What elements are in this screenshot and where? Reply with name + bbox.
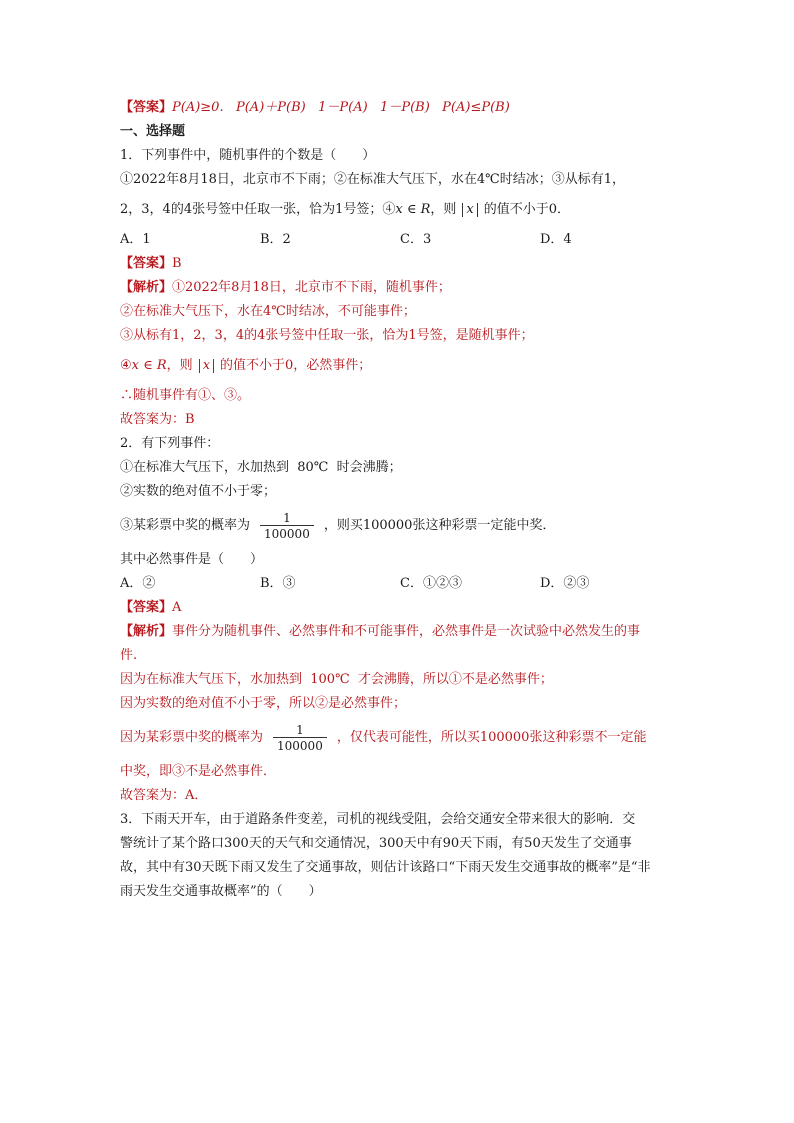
q3-line4: 雨天发生交通事故概率”的（ ）	[120, 884, 322, 899]
q2-answer	[120, 596, 680, 620]
q1-line2	[120, 192, 680, 228]
abs-value-x-analysis: x	[199, 359, 214, 373]
q3-line2: 警统计了某个路口300天的天气和交通情况，300天中有90天下雨，有50天发生了交通事	[120, 836, 632, 851]
answer-line-top	[120, 96, 680, 120]
q2-analysis-1-text: 事件分为随机事件、必然事件和不可能事件，必然事件是一次试验中必然发生的事	[172, 624, 641, 639]
q1-analysis-tag: 【解析】	[120, 280, 173, 295]
q1-analysis-4-c: 的值不小于0，必然事件；	[220, 358, 372, 373]
q1-line2-math: x ∈ R	[395, 202, 431, 217]
q2-option-b: B．③	[260, 576, 296, 591]
answer-formula: P(A)≥0. P(A)＋P(B) 1－P(A) 1－P(B) P(A)≤P(B)	[172, 100, 510, 115]
q2-analysis-3: 因为实数的绝对值不小于零，所以②是必然事件；	[120, 696, 407, 711]
q3-line3: 故，其中有30天既下雨又发生了交通事故，则估计该路口“下雨天发生交通事故的概率”是“非	[120, 860, 651, 875]
q1-stem: 1．下列事件中，随机事件的个数是（ ）	[120, 148, 376, 163]
q1-line2-text-b: ，则	[430, 202, 457, 217]
q1-answer-value: B	[172, 256, 182, 271]
document-content	[120, 96, 680, 904]
q2-final: 故答案为：A．	[120, 788, 208, 803]
q2-stem: 2．有下列事件：	[120, 436, 220, 451]
fraction-denominator: 100000	[260, 525, 314, 541]
q1-analysis-4-a: ④	[120, 358, 132, 373]
q3-line1: 3．下雨天开车，由于道路条件变差，司机的视线受阻，会给交通安全带来很大的影响．交	[120, 812, 636, 827]
q1-option-c: C．3	[400, 232, 432, 247]
q2-analysis-tag: 【解析】	[120, 624, 173, 639]
abs-value-x: x	[462, 203, 477, 217]
q2-answer-tag: 【答案】	[120, 600, 173, 615]
q1-line2-text-c: 的值不小于0．	[483, 202, 571, 217]
q2-item1: ①在标准大气压下，水加热到 80℃ 时会沸腾；	[120, 460, 402, 475]
q2-analysis-1b: 件.	[120, 648, 138, 663]
q1-analysis-4-math: x ∈ R	[131, 358, 167, 373]
answer-tag: 【答案】	[120, 100, 173, 115]
q2-item3	[120, 504, 680, 548]
q2-analysis-2: 因为在标准大气压下，水加热到 100℃ 才会沸腾，所以①不是必然事件；	[120, 672, 553, 687]
q2-option-c: C．①②③	[400, 576, 462, 591]
q1-analysis-4	[120, 348, 680, 384]
fraction-denominator-analysis: 100000	[273, 737, 327, 753]
q1-answer	[120, 252, 680, 276]
q1-analysis-4-b: ，则	[166, 358, 193, 373]
q1-option-b: B．2	[260, 232, 291, 247]
q2-analysis-5: 中奖，即③不是必然事件．	[120, 764, 277, 779]
q1-final: 故答案为：B	[120, 412, 195, 427]
fraction-numerator-analysis: 1	[296, 722, 304, 737]
q2-item3-b: ，则买100000张这种彩票一定能中奖．	[323, 518, 556, 533]
fraction-1-over-100000	[260, 511, 314, 541]
q1-analysis-5: ∴随机事件有①、③。	[120, 388, 251, 403]
q1-option-d: D．4	[540, 232, 572, 247]
q1-analysis-2: ②在标准大气压下，水在4℃时结冰，不可能事件；	[120, 304, 416, 319]
q2-item2: ②实数的绝对值不小于零；	[120, 484, 277, 499]
q1-option-a: A．1	[120, 232, 151, 247]
q2-question: 其中必然事件是（ ）	[120, 552, 264, 567]
q2-analysis-4	[120, 716, 680, 760]
q1-line2-text-a: 2，3，4的4张号签中任取一张，恰为1号签；④	[120, 202, 396, 217]
fraction-numerator: 1	[283, 510, 291, 525]
q2-analysis-1	[120, 620, 680, 644]
q1-analysis-3: ③从标有1，2，3，4的4张号签中任取一张，恰为1号签，是随机事件；	[120, 328, 534, 343]
q2-options	[120, 572, 680, 596]
fraction-1-over-100000-analysis	[273, 723, 327, 753]
q1-analysis-1	[120, 276, 680, 300]
q2-option-d: D．②③	[540, 576, 590, 591]
q1-analysis-1-text: ①2022年8月18日，北京市不下雨，随机事件；	[172, 280, 451, 295]
q2-analysis-4-b: ，仅代表可能性，所以买100000张这种彩票不一定能	[336, 730, 647, 745]
q2-option-a: A．②	[120, 576, 156, 591]
section-title: 一、选择题	[120, 124, 186, 139]
q2-item3-a: ③某彩票中奖的概率为	[120, 518, 251, 533]
q1-answer-tag: 【答案】	[120, 256, 173, 271]
q2-answer-value: A	[172, 600, 182, 615]
q1-options	[120, 228, 680, 252]
q2-analysis-4-a: 因为某彩票中奖的概率为	[120, 730, 264, 745]
q1-line1: ①2022年8月18日，北京市不下雨；②在标准大气压下，水在4℃时结冰；③从标有1，	[120, 172, 625, 187]
